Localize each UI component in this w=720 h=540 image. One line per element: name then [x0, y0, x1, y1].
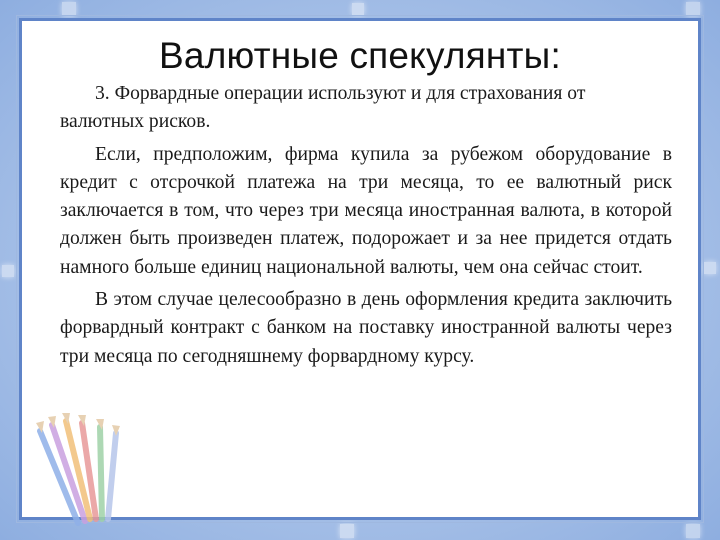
background-square [62, 2, 76, 16]
paragraph-example: Если, предположим, фирма купила за рубежом оборудование в кредит с отсрочкой платежа на три месяца, то ее валютный риск заключается в том, что через три месяца иностранная валюта, в которой должен быть произведен платеж, подорожает и за нее придется отдать намного больше единиц национальной валюты, чем она сейчас стоит. [60, 143, 672, 278]
slide-body [60, 80, 672, 375]
pencils-icon [30, 411, 130, 531]
background-square [686, 524, 700, 538]
background-square [352, 3, 364, 15]
background-square [2, 265, 14, 277]
paragraph-intro: 3. Форвардные операции используют и для страхования от валютных рисков. [60, 83, 586, 133]
slide-title: Валютные спекулянты: [159, 35, 561, 76]
background-square [704, 262, 716, 274]
paragraph-conclusion: В этом случае целесообразно в день оформления кредита заключить форвардный контракт с банком на поставку иностранной валюты через три месяца по сегодняшнему форвардному курсу. [60, 289, 672, 367]
background-square [340, 524, 354, 538]
slide-panel [19, 18, 701, 520]
background-square [686, 2, 700, 16]
